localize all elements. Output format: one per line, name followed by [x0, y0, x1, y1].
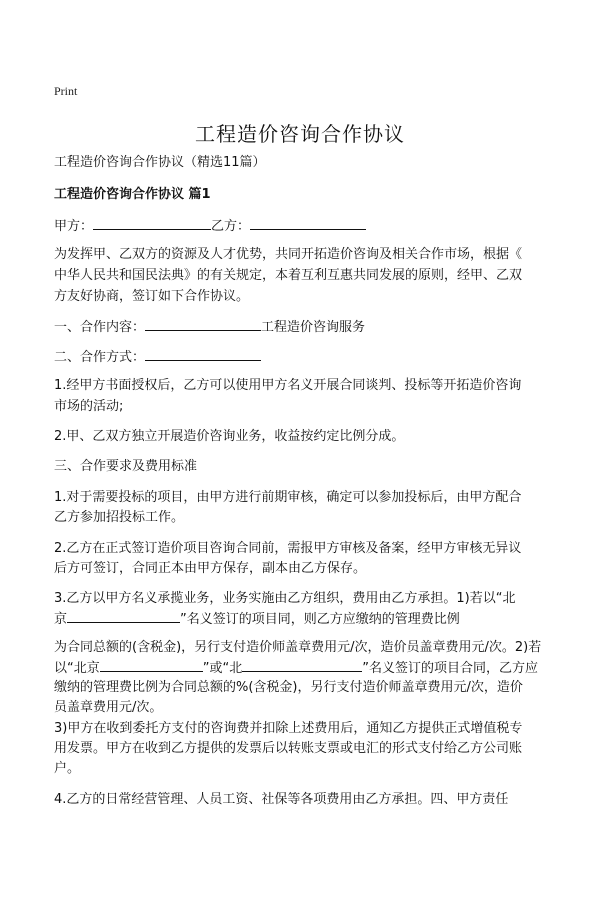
- req-3-blank: [67, 608, 180, 623]
- req-3b-blank-1: [100, 657, 203, 672]
- method-2-line: 2.甲、乙双方独立开展造价咨询业务，收益按约定比例分成。: [54, 429, 405, 444]
- req-3c-line-1: 3)甲方在收到委托方支付的咨询费并扣除上述费用后，通知乙方提供正式增值税专: [54, 721, 523, 736]
- cooperation-content-suffix: 工程造价咨询服务: [261, 320, 366, 335]
- party-b-label: 乙方：: [211, 219, 251, 234]
- parties-line: [54, 215, 554, 238]
- cooperation-method-line: [54, 346, 554, 369]
- req-1-line-1: 1.对于需要投标的项目，由甲方进行前期审核，确定可以参加投标后，由甲方配合: [54, 490, 522, 505]
- requirements-heading: 三、合作要求及费用标准: [54, 459, 198, 474]
- section-heading: 工程造价咨询合作协议 篇1: [54, 187, 211, 202]
- req-3-line-2-start: 京: [54, 612, 68, 627]
- cooperation-content-blank: [145, 316, 261, 331]
- document-title: 工程造价咨询合作协议: [195, 122, 405, 146]
- req-3b-line-4: 员盖章费用元/次。: [54, 700, 163, 715]
- party-a-label: 甲方：: [54, 219, 94, 234]
- req-3-line-1: 3.乙方以甲方名义承揽业务，业务实施由乙方组织，费用由乙方承担。1)若以“北: [54, 591, 516, 606]
- req-3b-line-3: 缴纳的管理费比例为合同总额的%(含税金)，另行支付造价师盖章费用元/次，造价: [54, 680, 523, 695]
- cooperation-content-line: [54, 316, 554, 339]
- party-a-blank: [93, 215, 211, 230]
- req-3c-line-2: 用发票。甲方在收到乙方提供的发票后以转账支票或电汇的形式支付给乙方公司账: [54, 741, 523, 756]
- intro-line-1: 为发挥甲、乙双方的资源及人才优势，共同开拓造价咨询及相关合作市场，根据《: [54, 247, 523, 262]
- print-label: Print: [54, 84, 78, 98]
- method-1-line-1: 1.经甲方书面授权后，乙方可以使用甲方名义开展合同谈判、投标等开拓造价咨询: [54, 378, 522, 393]
- document-subtitle: 工程造价咨询合作协议（精选11篇）: [54, 155, 266, 170]
- party-b-blank: [250, 215, 366, 230]
- req-3-line-2-end: ”名义签订的项目同，则乙方应缴纳的管理费比例: [180, 612, 460, 627]
- req-4-line: 4.乙方的日常经营管理、人员工资、社保等各项费用由乙方承担。四、甲方责任: [54, 792, 509, 807]
- req-3b-line-2-end: ”名义签订的项目合同，乙方应: [362, 661, 538, 676]
- req-3b-line-2-mid: ”或“北: [202, 661, 243, 676]
- req-3c-line-3: 户。: [54, 761, 81, 776]
- cooperation-content-label: 一、合作内容：: [54, 320, 146, 335]
- req-2-line-2: 后方可签订，合同正本由甲方保存，副本由乙方保存。: [54, 561, 367, 576]
- intro-line-2: 中华人民共和国民法典》的有关规定，本着互利互惠共同发展的原则，经甲、乙双: [54, 268, 523, 283]
- req-3b-line-2-start: 以“北京: [54, 661, 100, 676]
- intro-line-3: 方友好协商，签订如下合作协议。: [54, 289, 250, 304]
- req-3-line-2: [54, 608, 554, 631]
- req-3b-line-1: 为合同总额的(含税金)，另行支付造价师盖章费用元/次，造价员盖章费用元/次。2)若: [54, 640, 542, 655]
- method-1-line-2: 市场的活动;: [54, 399, 124, 414]
- req-2-line-1: 2.乙方在正式签订造价项目咨询合同前，需报甲方审核及备案，经甲方审核无异议: [54, 541, 522, 556]
- cooperation-method-blank: [145, 346, 261, 361]
- cooperation-method-label: 二、合作方式：: [54, 350, 146, 365]
- req-1-line-2: 乙方参加招投标工作。: [54, 510, 185, 525]
- req-3b-blank-2: [242, 657, 362, 672]
